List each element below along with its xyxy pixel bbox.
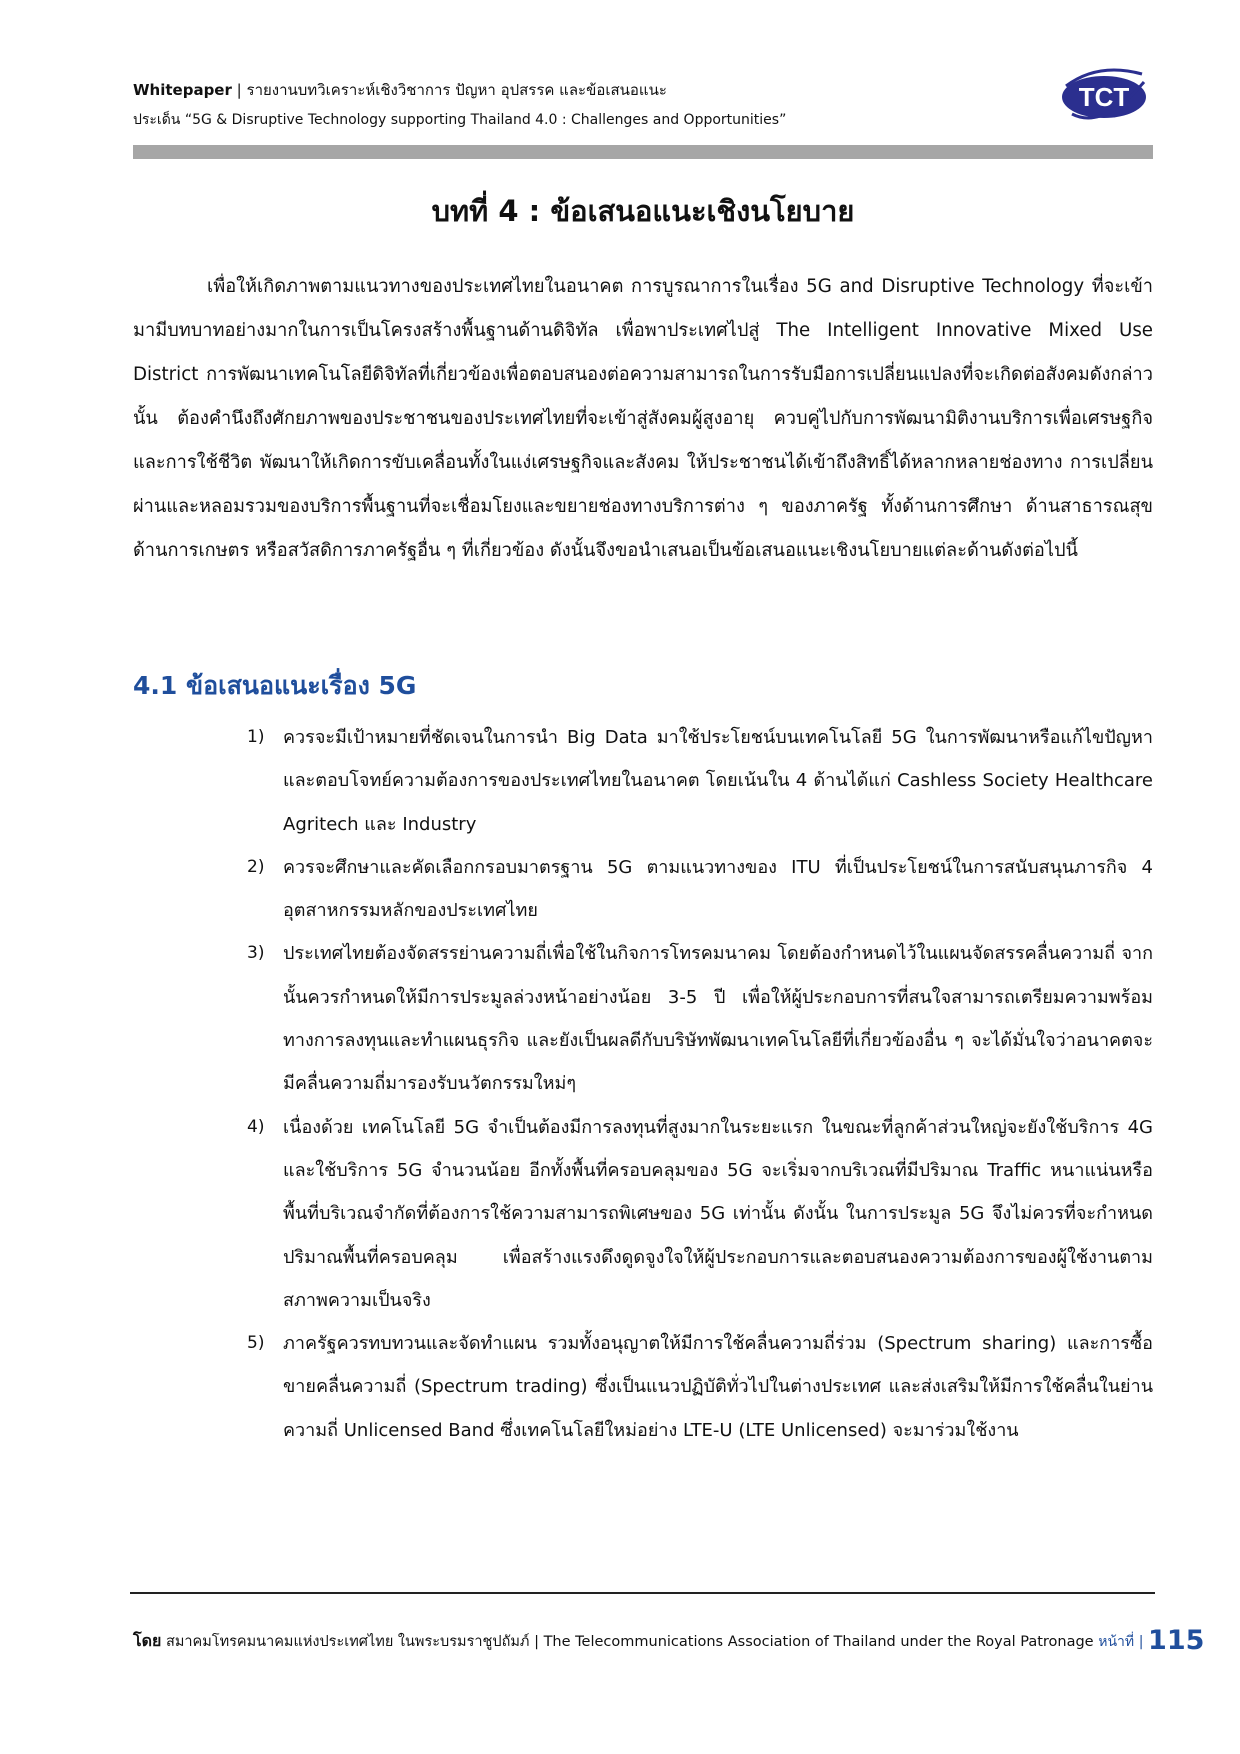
page-footer	[133, 1624, 1205, 1659]
section-title: 4.1 ข้อเสนอแนะเรื่อง 5G	[133, 671, 417, 700]
recommendation-list	[133, 716, 1153, 1452]
list-number: 5)	[247, 1333, 265, 1354]
header-separator: |	[236, 81, 242, 99]
list-number: 3)	[247, 943, 265, 964]
list-text: ควรจะศึกษาและคัดเลือกกรอบมาตรฐาน 5G ตามแนวทางของ ITU ที่เป็นประโยชน์ในการสนับสนุนภารกิจ 4 อุตสาหกรรมหลักของประเทศไทย	[283, 856, 1153, 922]
footer-org-th: สมาคมโทรคมนาคมแห่งประเทศไทย ในพระบรมราชูปถัมภ์	[165, 1634, 530, 1650]
footer-by-label: โดย	[133, 1631, 162, 1650]
page-label: หน้าที่	[1098, 1634, 1135, 1650]
issue-line: ประเด็น “5G & Disruptive Technology supporting Thailand 4.0 : Challenges and Opportunities”	[133, 112, 787, 128]
footer-separator: |	[534, 1634, 539, 1650]
footer-rule	[130, 1592, 1155, 1594]
footer-org-en: The Telecommunications Association of Thailand under the Royal Patronage	[543, 1634, 1094, 1650]
list-number: 1)	[247, 727, 265, 747]
header-title-line	[133, 78, 1153, 102]
header-divider-bar	[133, 145, 1153, 159]
list-item	[133, 716, 1153, 846]
list-text: ภาครัฐควรทบทวนและจัดทำแผน รวมทั้งอนุญาตให้มีการใช้คลื่นความถี่ร่วม (Spectrum sharing) และการซื้อขายคลื่นความถี่ (Spectrum trading) ซึ่งเป็นแนวปฏิบัติทั่วไปในต่างประเทศ และส่งเสริมให้มีการใช้คลื่นในย่านความถี่ Unlicensed Band ซึ่งเทคโนโลยีใหม่อย่าง LTE-U (LTE Unlicensed) จะมาร่วมใช้งาน	[283, 1333, 1153, 1441]
doc-type-label: Whitepaper	[133, 81, 232, 99]
intro-text: เพื่อให้เกิดภาพตามแนวทางของประเทศไทยในอนาคต การบูรณาการในเรื่อง 5G and Disruptive Technology ที่จะเข้ามามีบทบาทอย่างมากในการเป็นโครงสร้างพื้นฐานด้านดิจิทัล เพื่อพาประเทศไปสู่ The Intelligent Innovative Mixed Use District การพัฒนาเทคโนโลยีดิจิทัลที่เกี่ยวข้องเพื่อตอบสนองต่อความสามารถในการรับมือการเปลี่ยนแปลงที่จะเกิดต่อสังคมดังกล่าวนั้น ต้องคำนึงถึงศักยภาพของประชาชนของประเทศไทยที่จะเข้าสู่สังคมผู้สูงอายุ ควบคู่ไปกับการพัฒนามิติงานบริการเพื่อเศรษฐกิจและการใช้ชีวิต พัฒนาให้เกิดการขับเคลื่อนทั้งในแง่เศรษฐกิจและสังคม ให้ประชาชนได้เข้าถึงสิทธิ์ได้หลากหลายช่องทาง การเปลี่ยนผ่านและหลอมรวมของบริการพื้นฐานที่จะเชื่อมโยงและขยายช่องทางบริการต่าง ๆ ของภาครัฐ ทั้งด้านการศึกษา ด้านสาธารณสุข ด้านการเกษตร หรือสวัสดิการภาครัฐอื่น ๆ ที่เกี่ยวข้อง ดังนั้นจึงขอนำเสนอเป็นข้อเสนอแนะเชิงนโยบายแต่ละด้านดังต่อไปนี้	[133, 276, 1153, 561]
report-title: รายงานบทวิเคราะห์เชิงวิชาการ ปัญหา อุปสรรค และข้อเสนอแนะ	[246, 81, 667, 99]
list-number: 2)	[247, 856, 265, 877]
list-item	[133, 932, 1153, 1105]
tct-logo	[1058, 64, 1152, 126]
intro-paragraph	[133, 265, 1153, 573]
list-item	[133, 1322, 1153, 1452]
list-text: ประเทศไทยต้องจัดสรรย่านความถี่เพื่อใช้ในกิจการโทรคมนาคม โดยต้องกำหนดไว้ในแผนจัดสรรคลื่นความถี่ จากนั้นควรกำหนดให้มีการประมูลล่วงหน้าอย่างน้อย 3-5 ปี เพื่อให้ผู้ประกอบการที่สนใจสามารถเตรียมความพร้อมทางการลงทุนและทำแผนธุรกิจ และยังเป็นผลดีกับบริษัทพัฒนาเทคโนโลยีที่เกี่ยวข้องอื่น ๆ จะได้มั่นใจว่าอนาคตจะมีคลื่นความถี่มารองรับนวัตกรรมใหม่ๆ	[283, 943, 1153, 1095]
page-separator: |	[1138, 1634, 1144, 1650]
page-number: 115	[1148, 1625, 1205, 1656]
chapter-title: บทที่ 4 : ข้อเสนอแนะเชิงนโยบาย	[431, 194, 855, 228]
list-text: เนื่องด้วย เทคโนโลยี 5G จำเป็นต้องมีการลงทุนที่สูงมากในระยะแรก ในขณะที่ลูกค้าส่วนใหญ่จะยังใช้บริการ 4G และใช้บริการ 5G จำนวนน้อย อีกทั้งพื้นที่ครอบคลุมของ 5G จะเริ่มจากบริเวณที่มีปริมาณ Traffic หนาแน่นหรือพื้นที่บริเวณจำกัดที่ต้องการใช้ความสามารถพิเศษของ 5G เท่านั้น ดังนั้น ในการประมูล 5G จึงไม่ควรที่จะกำหนดปริมาณพื้นที่ครอบคลุม เพื่อสร้างแรงดึงดูดจูงใจให้ผู้ประกอบการและตอบสนองความต้องการของผู้ใช้งานตามสภาพความเป็นจริง	[283, 1116, 1153, 1311]
list-item	[133, 846, 1153, 933]
page-header	[133, 78, 1153, 132]
list-text: ควรจะมีเป้าหมายที่ชัดเจนในการนำ Big Data มาใช้ประโยชน์บนเทคโนโลยี 5G ในการพัฒนาหรือแก้ไขปัญหาและตอบโจทย์ความต้องการของประเทศไทยในอนาคต โดยเน้นใน 4 ด้านได้แก่ Cashless Society Healthcare Agritech และ Industry	[283, 727, 1153, 835]
logo-text: TCT	[1078, 82, 1130, 112]
list-number: 4)	[247, 1116, 265, 1137]
list-item	[133, 1106, 1153, 1322]
